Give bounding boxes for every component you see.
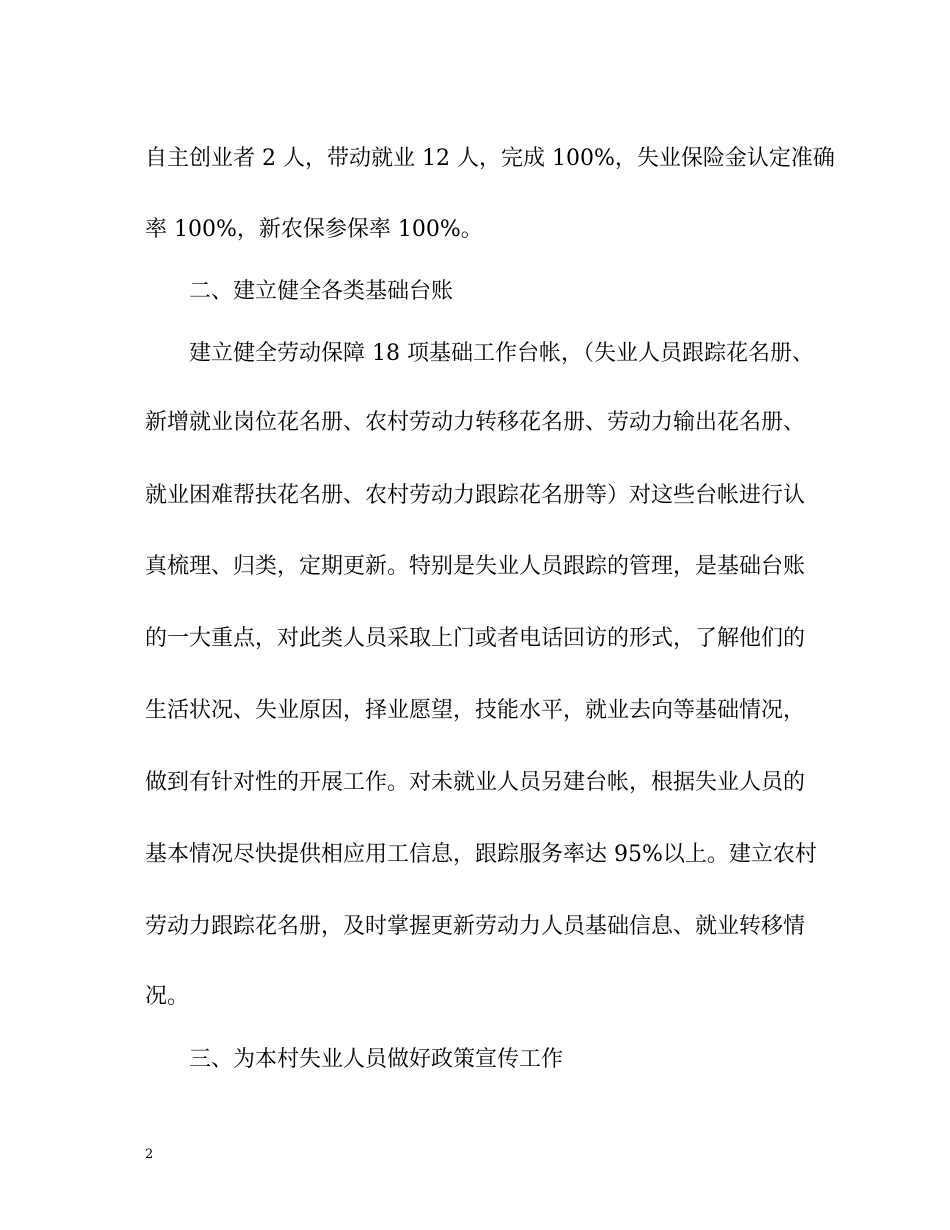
body-text-line: 真梳理、归类，定期更新。特别是失业人员跟踪的管理，是基础台账 — [145, 554, 806, 579]
body-text-line: 的一大重点，对此类人员采取上门或者电话回访的形式，了解他们的 — [145, 626, 806, 651]
section-heading: 二、建立健全各类基础台账 — [189, 279, 454, 304]
body-text-line: 劳动力跟踪花名册，及时掌握更新劳动力人员基础信息、就业转移情 — [145, 914, 806, 939]
body-text-line: 基本情况尽快提供相应用工信息，跟踪服务率达 95%以上。建立农村 — [145, 842, 817, 867]
paragraph-first-line: 建立健全劳动保障 18 项基础工作台帐，（失业人员跟踪花名册、 — [189, 341, 814, 366]
body-text-line: 自主创业者 2 人，带动就业 12 人，完成 100%，失业保险金认定准确 — [145, 146, 835, 171]
body-text-line: 生活状况、失业原因，择业愿望，技能水平，就业去向等基础情况， — [145, 698, 806, 723]
body-text-line: 率 100%，新农保参保率 100%。 — [145, 217, 483, 242]
body-text-line: 况。 — [145, 984, 190, 1009]
section-heading: 三、为本村失业人员做好政策宣传工作 — [189, 1047, 564, 1072]
body-text-line: 新增就业岗位花名册、农村劳动力转移花名册、劳动力输出花名册、 — [145, 410, 806, 435]
body-text-line: 做到有针对性的开展工作。对未就业人员另建台帐，根据失业人员的 — [145, 770, 806, 795]
body-text-line: 就业困难帮扶花名册、农村劳动力跟踪花名册等）对这些台帐进行认 — [145, 483, 806, 508]
page-number: 2 — [145, 1147, 154, 1162]
